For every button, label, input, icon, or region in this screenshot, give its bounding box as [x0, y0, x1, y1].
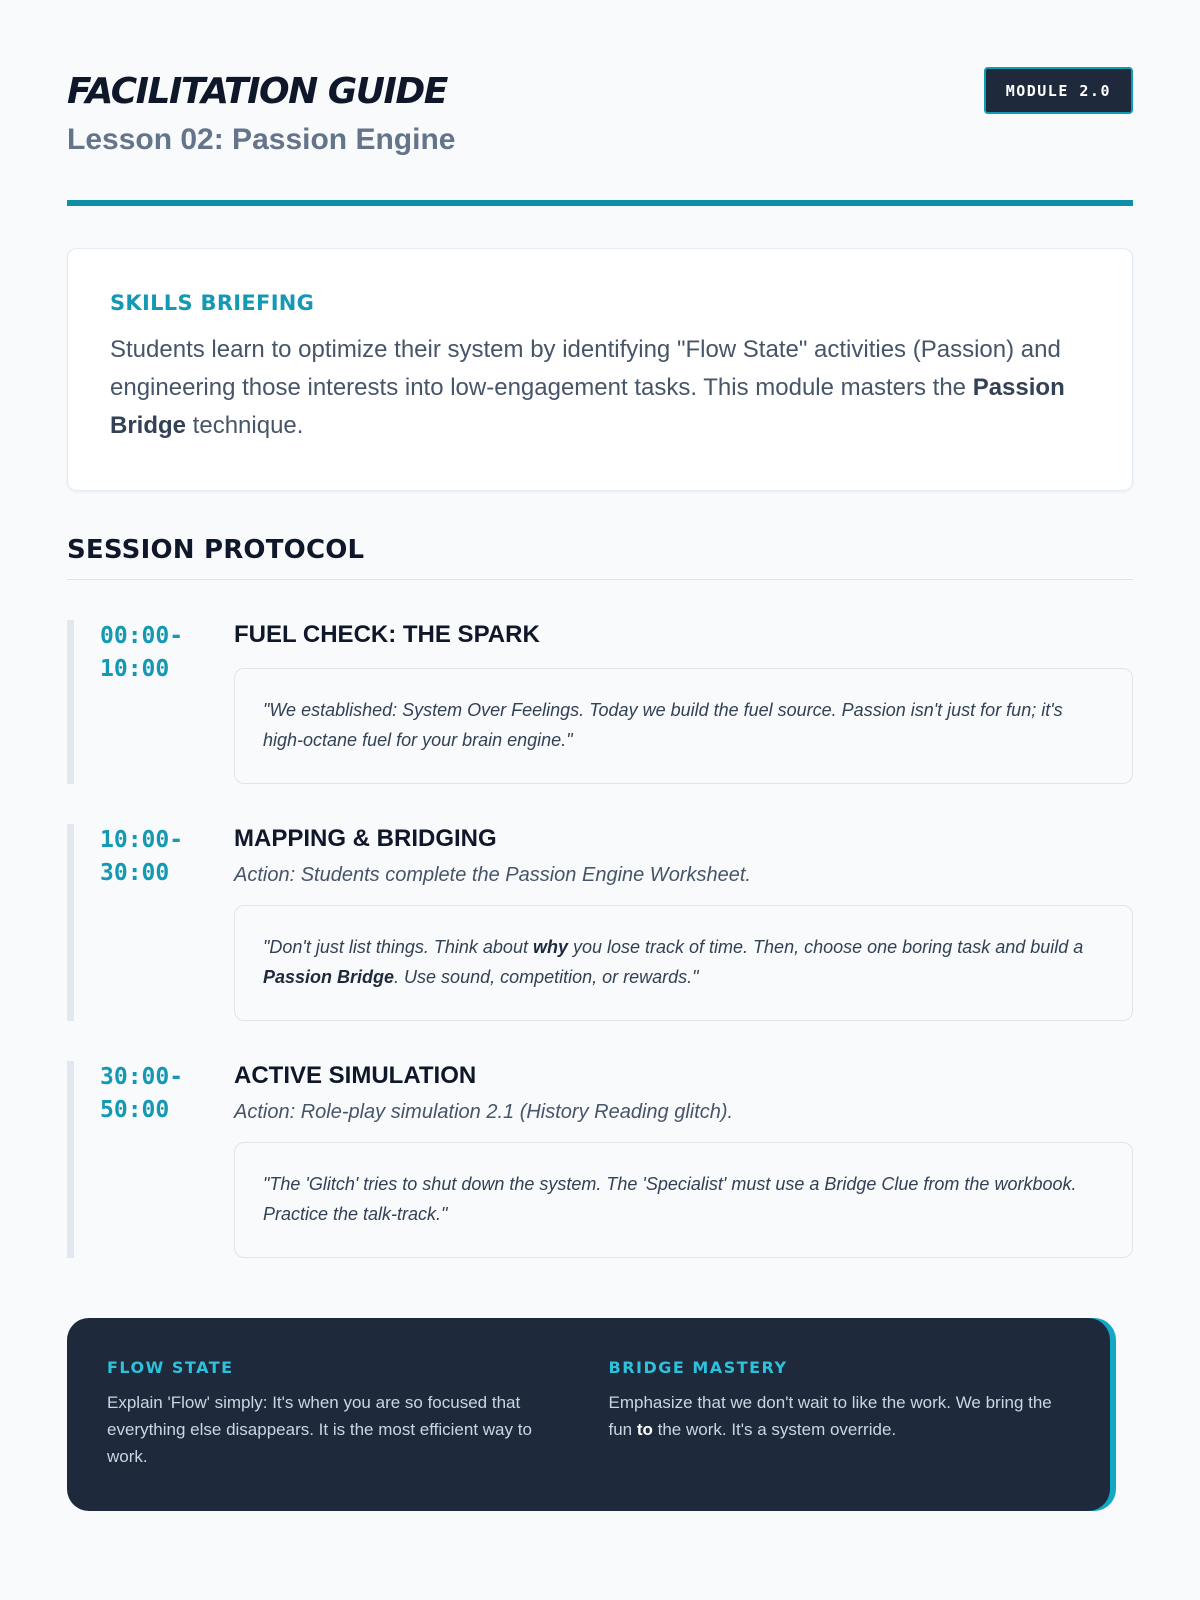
- step-body: [234, 824, 1133, 1021]
- step-script-quote: [234, 1142, 1133, 1258]
- quote-text: you lose track of time. Then, choose one boring task and build a: [567, 937, 1084, 957]
- header-divider: [67, 200, 1133, 206]
- step-body: [234, 620, 1133, 784]
- skills-briefing-label: SKILLS BRIEFING: [110, 291, 315, 315]
- lesson-subtitle: Lesson 02: Passion Engine: [67, 123, 456, 156]
- step-title: ACTIVE SIMULATION: [234, 1062, 477, 1089]
- step-script-quote: [234, 668, 1133, 784]
- quote-bold: Passion Bridge: [263, 967, 395, 987]
- step-time-start: 00:00-: [100, 623, 184, 649]
- note-text-start: Emphasize that we don't wait to like the work. We bring the fun: [608, 1393, 1052, 1439]
- note-text: Explain 'Flow' simply: It's when you are so focused that everything else disappears. It is the most efficient way to work.: [107, 1393, 532, 1466]
- module-badge: MODULE 2.0: [984, 67, 1133, 114]
- session-steps: [67, 620, 1133, 1258]
- step-title: FUEL CHECK: THE SPARK: [234, 621, 540, 648]
- step-time-start: 10:00-: [100, 827, 184, 853]
- bridge-mastery-note: [609, 1358, 1073, 1511]
- quote-text: "The 'Glitch' tries to shut down the system. The 'Specialist' must use a Bridge Clue from the workbook. Practice the talk-track.": [263, 1174, 1077, 1224]
- quote-text: "We established: System Over Feelings. Today we build the fuel source. Passion isn't just for fun; it's high-octane fuel for your brain engine.": [263, 700, 1063, 750]
- step-time-start: 30:00-: [100, 1064, 184, 1090]
- page-header: [67, 0, 1133, 198]
- step-title: MAPPING & BRIDGING: [234, 825, 497, 852]
- note-text: [609, 1389, 1073, 1443]
- step-time-end: 10:00: [100, 656, 170, 682]
- step-action: Action: Role-play simulation 2.1 (History Reading glitch).: [234, 1101, 734, 1123]
- facilitator-notes-panel: [67, 1318, 1110, 1511]
- protocol-step-mapping-bridging: [67, 824, 1133, 1021]
- flow-state-note: [107, 1358, 571, 1511]
- step-time-range: [74, 824, 234, 1021]
- step-time-range: [74, 1061, 234, 1258]
- note-title: FLOW STATE: [107, 1358, 234, 1377]
- step-time-end: 50:00: [100, 1097, 170, 1123]
- quote-bold: why: [532, 937, 568, 957]
- page-title: FACILITATION GUIDE: [67, 71, 447, 112]
- note-title: BRIDGE MASTERY: [608, 1358, 788, 1377]
- quote-text: . Use sound, competition, or rewards.": [394, 967, 699, 987]
- briefing-text-start: Students learn to optimize their system by identifying "Flow State" activities (Passion) and engineering those interests into low-engagement tasks. This module masters the: [110, 336, 1061, 401]
- step-action: Action: Students complete the Passion Engine Worksheet.: [234, 864, 751, 886]
- protocol-step-fuel-check: [67, 620, 1133, 784]
- session-protocol-heading: SESSION PROTOCOL: [67, 535, 1133, 580]
- briefing-text-bold: Passion Bridge: [110, 374, 1065, 439]
- skills-briefing-text: [110, 331, 1090, 445]
- quote-text: "Don't just list things. Think about: [263, 937, 533, 957]
- step-script-quote: [234, 905, 1133, 1021]
- step-body: [234, 1061, 1133, 1258]
- note-text-bold: to: [636, 1420, 653, 1439]
- note-text-end: the work. It's a system override.: [652, 1420, 897, 1439]
- skills-briefing-card: [67, 248, 1133, 491]
- protocol-step-active-simulation: [67, 1061, 1133, 1258]
- step-time-range: [74, 620, 234, 784]
- briefing-text-end: technique.: [186, 412, 304, 439]
- step-time-end: 30:00: [100, 860, 170, 886]
